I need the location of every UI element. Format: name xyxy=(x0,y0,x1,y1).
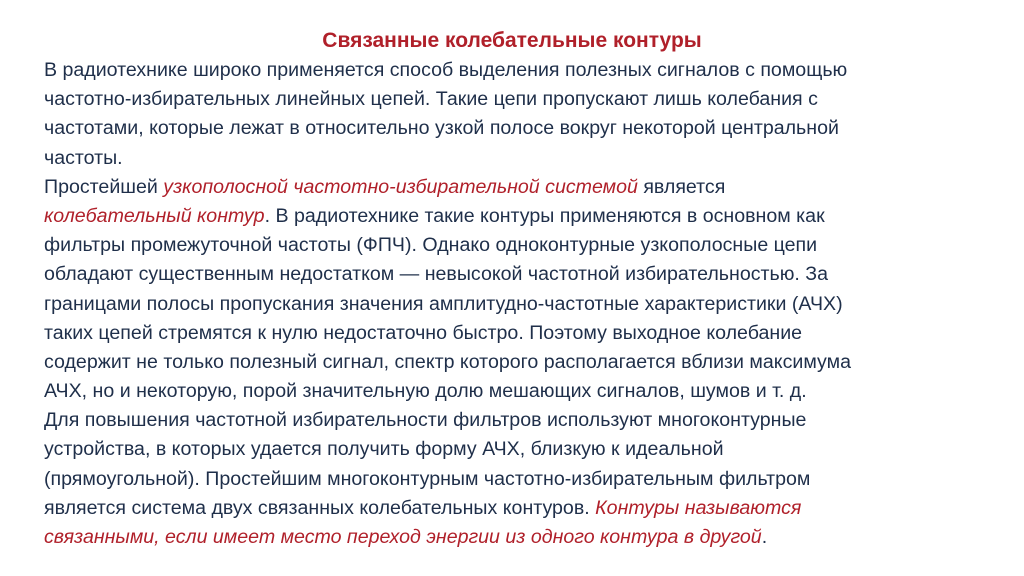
text-line-5 xyxy=(44,173,1019,202)
text-run: частотами, которые лежат в относительно узкой полосе вокруг некоторой центральной xyxy=(44,117,839,140)
text-run: Для повышения частотной избирательности фильтров используют многоконтурные xyxy=(44,409,807,432)
text-line-6 xyxy=(44,202,1019,231)
text-line-8 xyxy=(44,260,1019,289)
text-run: является xyxy=(637,175,726,198)
text-line-10 xyxy=(44,319,1019,348)
text-line-17 xyxy=(44,523,1019,552)
emphasis-text: связанными, если имеет место переход энергии из одного контура в другой xyxy=(44,526,762,548)
text-line-2 xyxy=(44,85,1019,114)
text-line-11 xyxy=(44,348,1019,377)
text-line-16 xyxy=(44,494,1019,523)
text-run: таких цепей стремятся к нулю недостаточно быстро. Поэтому выходное колебание xyxy=(44,321,803,344)
slide-body xyxy=(44,56,1019,552)
text-run: . В радиотехнике такие контуры применяются в основном как xyxy=(264,204,825,227)
text-run: Простейшей xyxy=(44,175,164,198)
slide-title: Связанные колебательные контуры xyxy=(322,29,702,52)
text-line-1 xyxy=(44,56,1019,85)
text-run: обладают существенным недостатком — невысокой частотной избирательностью. За xyxy=(44,263,829,286)
text-run: является система двух связанных колебательных контуров. xyxy=(44,496,596,519)
text-line-13 xyxy=(44,406,1019,435)
text-line-15 xyxy=(44,465,1019,494)
text-line-12 xyxy=(44,377,1019,406)
text-run: частотно-избирательных линейных цепей. Такие цепи пропускают лишь колебания с xyxy=(44,88,818,111)
text-run: границами полосы пропускания значения амплитудно-частотные характеристики (АЧХ) xyxy=(44,292,843,315)
text-run: (прямоугольной). Простейшим многоконтурным частотно-избирательным фильтром xyxy=(44,467,811,490)
emphasis-text: колебательный контур xyxy=(44,204,265,227)
text-run: . xyxy=(761,526,768,548)
text-line-7 xyxy=(44,231,1019,260)
text-run: частоты. xyxy=(44,146,123,169)
text-line-4 xyxy=(44,144,1019,173)
text-run: устройства, в которых удается получить форму АЧХ, близкую к идеальной xyxy=(44,438,724,461)
text-line-3 xyxy=(44,114,1019,143)
text-run: содержит не только полезный сигнал, спектр которого располагается вблизи максимума xyxy=(44,350,851,373)
emphasis-text: Контуры называются xyxy=(595,496,802,519)
text-line-14 xyxy=(44,435,1019,464)
text-run: фильтры промежуточной частоты (ФПЧ). Однако одноконтурные узкополосные цепи xyxy=(44,234,818,257)
text-line-9 xyxy=(44,290,1019,319)
emphasis-text: узкополосной частотно-избирательной системой xyxy=(163,175,638,198)
text-run: АЧХ, но и некоторую, порой значительную долю мешающих сигналов, шумов и т. д. xyxy=(44,380,807,403)
text-run: В радиотехнике широко применяется способ выделения полезных сигналов с помощью xyxy=(44,59,848,81)
